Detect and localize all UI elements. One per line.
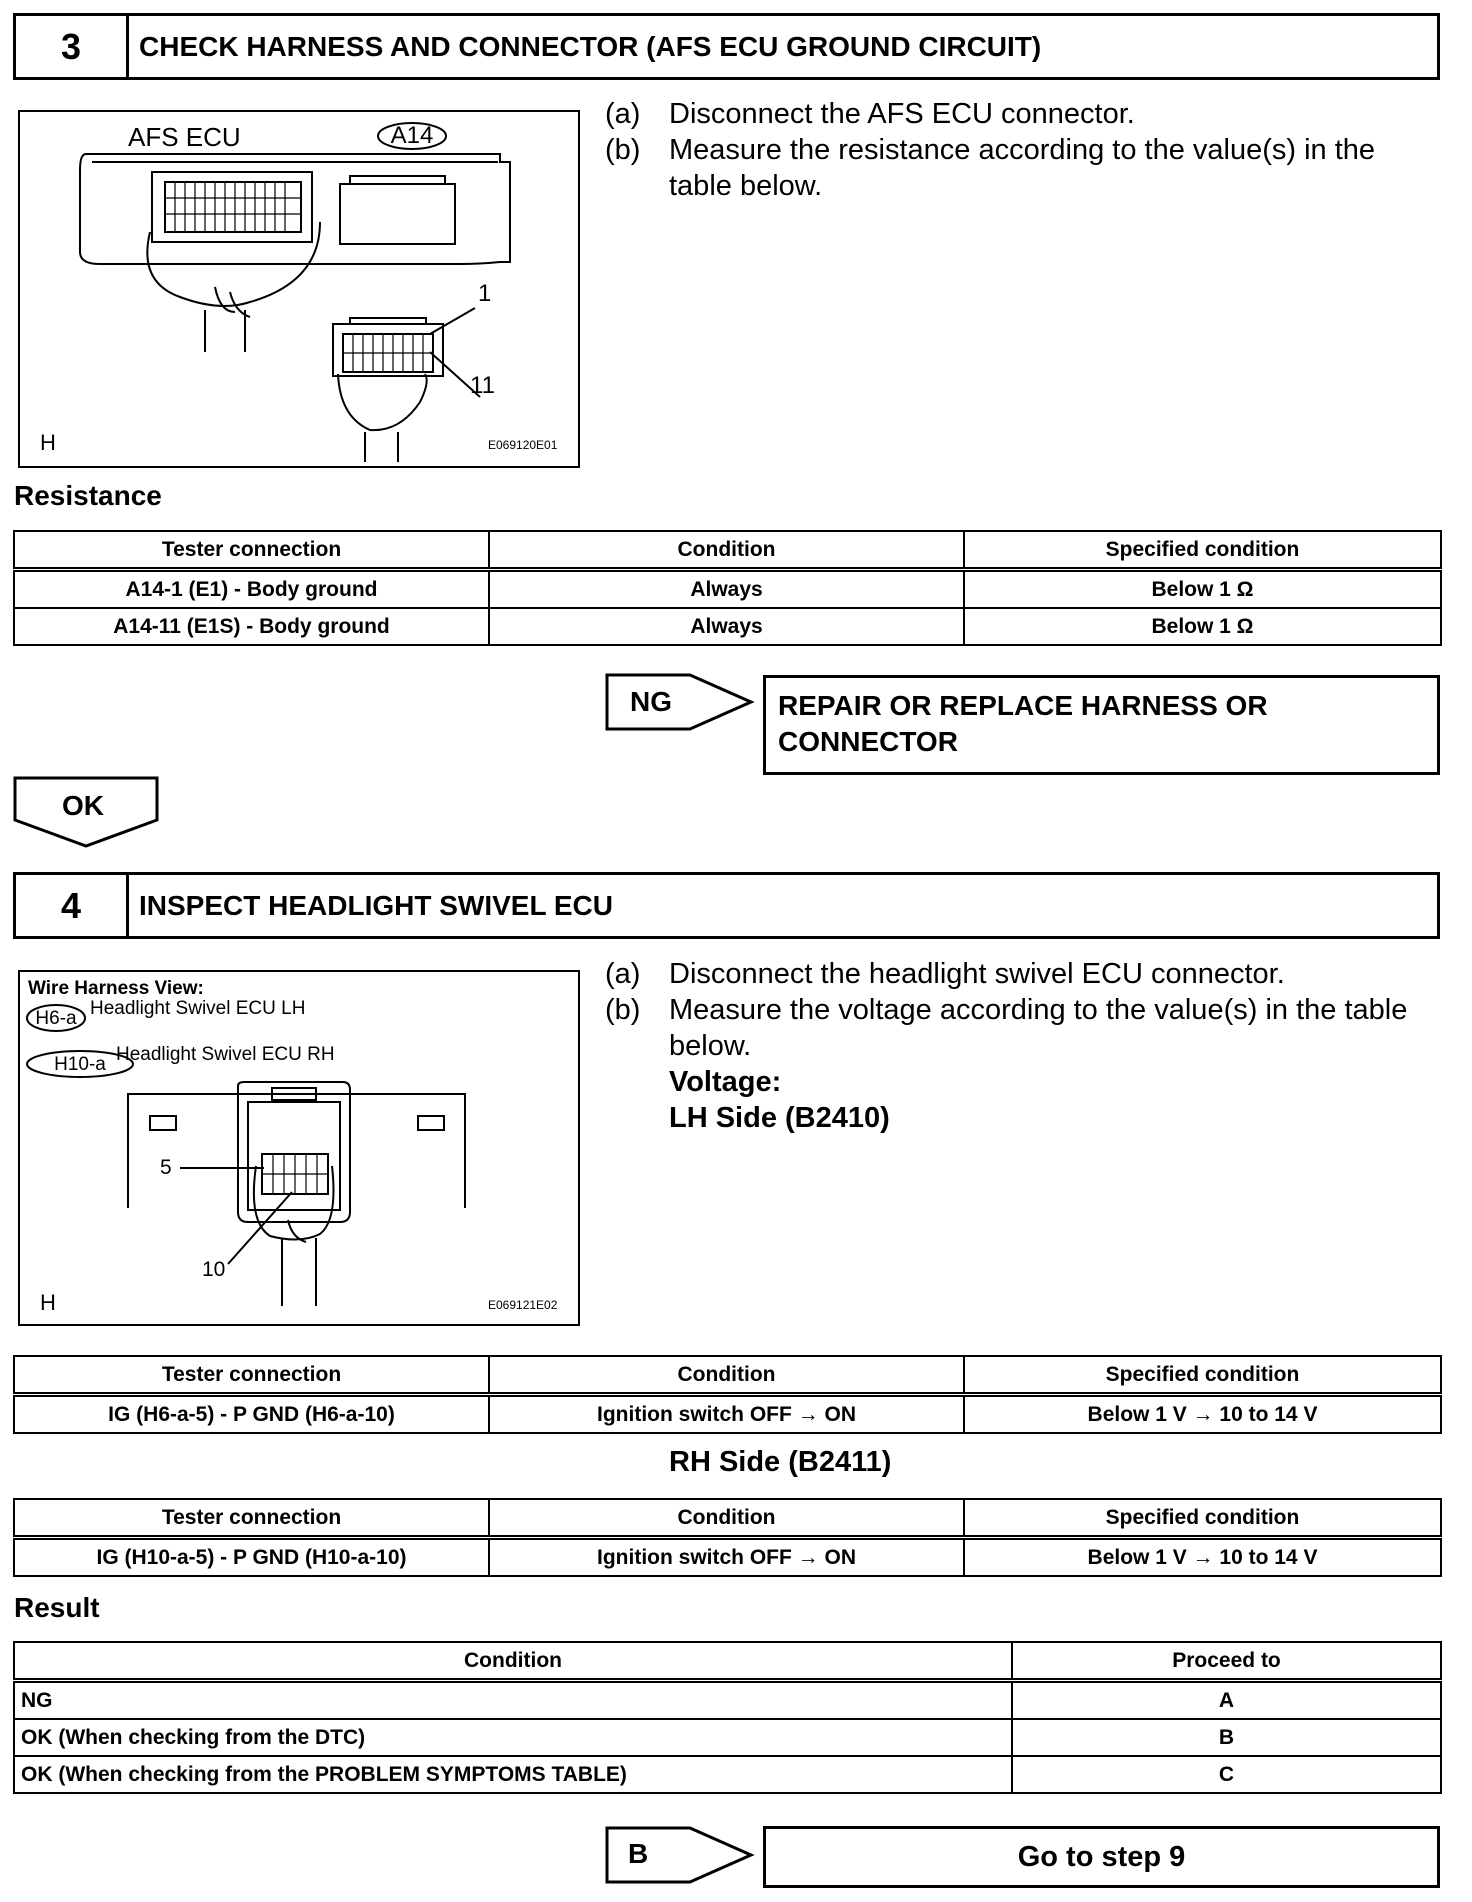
step-4-header: [13, 872, 1440, 939]
table-header-row: Tester connection Condition Specified condition: [14, 1356, 1441, 1395]
table-row: A14-1 (E1) - Body ground Always Below 1 Ω: [14, 570, 1441, 609]
instruction-item: (a) Disconnect the AFS ECU connector.: [605, 98, 1135, 130]
wire-harness-view-title: Wire Harness View:: [28, 978, 204, 999]
ok-label: OK: [62, 790, 104, 821]
step-title: CHECK HARNESS AND CONNECTOR (AFS ECU GROUND CIRCUIT): [139, 30, 1042, 62]
afs-ecu-illustration: [20, 112, 578, 466]
step-number: 3: [16, 16, 129, 77]
corner-letter: H: [40, 1290, 56, 1315]
b-result-box: [763, 1826, 1440, 1888]
resistance-heading: Resistance: [14, 480, 162, 511]
b-label: B: [628, 1838, 649, 1869]
step-title: INSPECT HEADLIGHT SWIVEL ECU: [139, 889, 613, 921]
table-row: OK (When checking from the PROBLEM SYMPTOMS TABLE) C: [14, 1756, 1441, 1793]
rh-side-heading: RH Side (B2411): [669, 1446, 892, 1478]
table-row: A14-11 (E1S) - Body ground Always Below 1 Ω: [14, 608, 1441, 645]
connector-code: A14: [390, 122, 434, 149]
figure-id: E069120E01: [488, 438, 558, 452]
lh-voltage-table: [13, 1355, 1442, 1434]
instruction-item: (b) Measure the resistance according to the value(s) in the table below.: [605, 134, 1376, 202]
result-heading: Result: [14, 1592, 100, 1623]
connector-label-lh: Headlight Swivel ECU LH: [90, 998, 306, 1019]
pin-1-label: 1: [478, 280, 492, 307]
table-row: OK (When checking from the DTC) B: [14, 1719, 1441, 1756]
ng-label: NG: [630, 686, 672, 717]
table-header-row: Tester connection Condition Specified condition: [14, 1499, 1441, 1538]
step-4-instructions: [605, 956, 1445, 1136]
ng-arrow: [605, 673, 755, 733]
rh-voltage-table: [13, 1498, 1442, 1577]
step-3-header: [13, 13, 1440, 80]
swivel-ecu-illustration: [20, 972, 578, 1324]
headlight-swivel-figure: [18, 970, 580, 1326]
afs-ecu-label: AFS ECU: [128, 122, 241, 152]
b-result-text: Go to step 9: [1017, 1840, 1186, 1873]
step-3-instructions: [605, 96, 1445, 204]
step-number: 4: [16, 875, 129, 936]
ng-result-box: [763, 675, 1440, 775]
pin-10-label: 10: [202, 1258, 226, 1281]
afs-ecu-figure: [18, 110, 580, 468]
instruction-item: (a) Disconnect the headlight swivel ECU connector.: [605, 958, 1285, 990]
instruction-item: (b) Measure the voltage according to the value(s) in the table below.: [605, 994, 1408, 1062]
pin-5-label: 5: [160, 1156, 172, 1179]
figure-id: E069121E02: [488, 1298, 558, 1312]
table-row: IG (H10-a-5) - P GND (H10-a-10) Ignition switch OFF → ON Below 1 V → 10 to 14 V: [14, 1538, 1441, 1577]
corner-letter: H: [40, 430, 56, 455]
connector-code-rh: H10-a: [54, 1054, 106, 1075]
resistance-table: [13, 530, 1442, 646]
result-table: [13, 1641, 1442, 1794]
lh-side-heading: LH Side (B2410): [669, 1102, 890, 1134]
table-row: NG A: [14, 1681, 1441, 1720]
table-header-row: Tester connection Condition Specified condition: [14, 531, 1441, 570]
table-header-row: Condition Proceed to: [14, 1642, 1441, 1681]
connector-code-lh: H6-a: [35, 1008, 77, 1029]
connector-label-rh: Headlight Swivel ECU RH: [116, 1044, 335, 1065]
voltage-heading: Voltage:: [669, 1066, 782, 1098]
pin-11-label: 11: [470, 372, 495, 399]
ng-result-text: REPAIR OR REPLACE HARNESS OR CONNECTOR: [778, 690, 1268, 757]
table-row: IG (H6-a-5) - P GND (H6-a-10) Ignition switch OFF → ON Below 1 V → 10 to 14 V: [14, 1395, 1441, 1434]
